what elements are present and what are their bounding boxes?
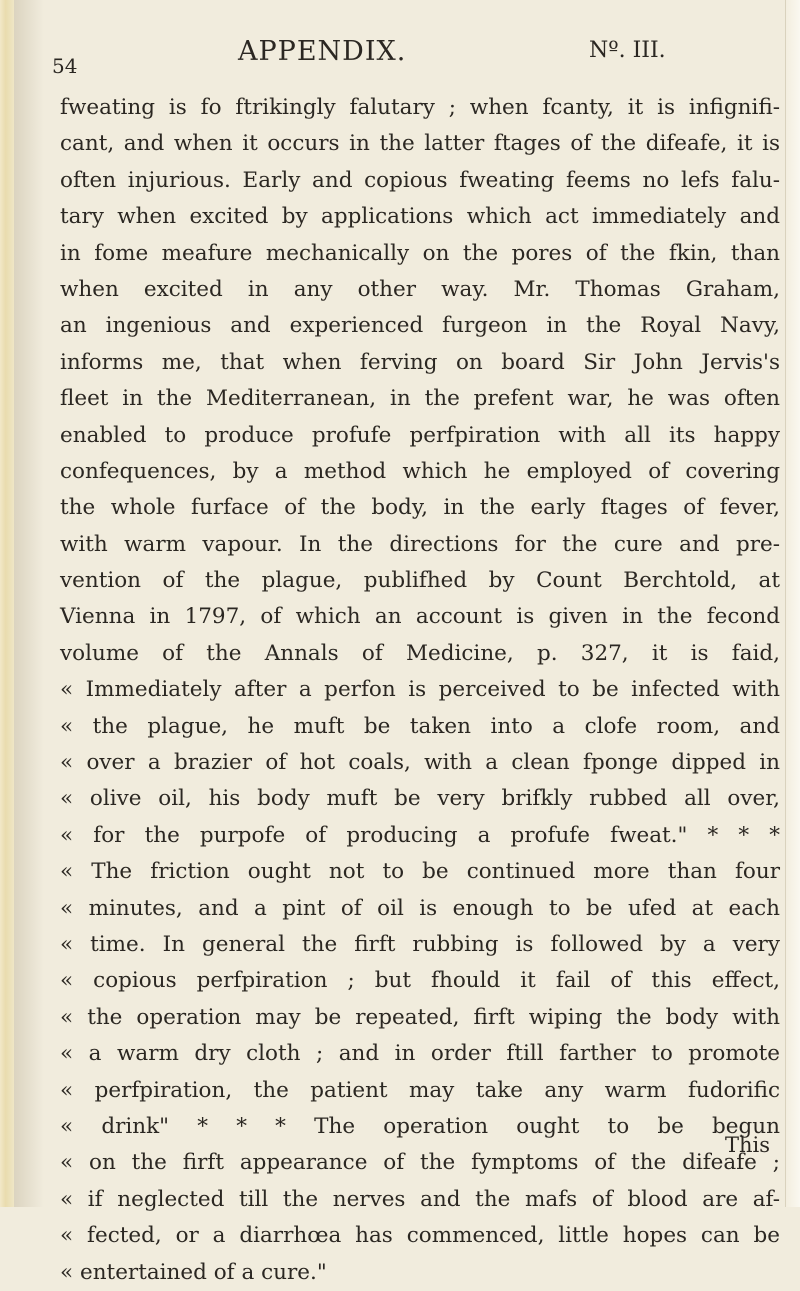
text-line: often injurious. Early and copious fweating feems no lefs falu- [60, 167, 780, 193]
text-line: « fected, or a diarrhœa has commenced, little hopes can be [60, 1223, 780, 1249]
text-line: « The friction ought not to be continued more than four [60, 859, 780, 885]
text-line: fweating is fo ftrikingly falutary ; when fcanty, it is infignifi- [60, 95, 780, 120]
book-page [48, 26, 788, 1285]
text-line: « olive oil, his body muft be very brifkly rubbed all over, [60, 786, 780, 812]
gutter-shadow [14, 0, 44, 1207]
text-line: « a warm dry cloth ; and in order ftill farther to promote [60, 1041, 780, 1067]
section-signature: Nº. III. [589, 38, 666, 63]
text-line: « over a brazier of hot coals, with a clean fponge dipped in [60, 750, 780, 776]
text-line: volume of the Annals of Medicine, p. 327, it is faid, [60, 640, 780, 666]
text-line: tary when excited by applications which act immediately and [60, 204, 780, 230]
body-text [60, 90, 780, 1291]
page-number: 54 [52, 54, 78, 78]
page-header [48, 26, 788, 84]
text-line: « time. In general the firft rubbing is followed by a very [60, 931, 780, 957]
text-line: « on the firft appearance of the fymptoms of the difeafe ; [60, 1150, 780, 1176]
text-line: « minutes, and a pint of oil is enough to be ufed at each [60, 895, 780, 921]
text-line: « copious perfpiration ; but fhould it fail of this effect, [60, 968, 780, 994]
text-line: the whole furface of the body, in the early ftages of fever, [60, 495, 780, 521]
text-line: vention of the plague, publifhed by Count Berchtold, at [60, 568, 780, 594]
text-line: in fome meafure mechanically on the pores of the fkin, than [60, 240, 780, 266]
text-line: « perfpiration, the patient may take any warm fudorific [60, 1077, 780, 1103]
text-line: enabled to produce profufe perfpiration with all its happy [60, 422, 780, 448]
text-line: when excited in any other way. Mr. Thomas Graham, [60, 276, 780, 302]
text-line: « the plague, he muft be taken into a clofe room, and [60, 713, 780, 739]
text-line: « Immediately after a perfon is perceived to be infected with [60, 677, 780, 703]
text-line: cant, and when it occurs in the latter ftages of the difeafe, it is [60, 131, 780, 157]
running-title: APPENDIX. [238, 36, 407, 67]
text-line: « the operation may be repeated, firft wiping the body with [60, 1004, 780, 1030]
text-line: confequences, by a method which he employed of covering [60, 458, 780, 484]
text-line: Vienna in 1797, of which an account is given in the fecond [60, 604, 780, 630]
book-binding-edge [0, 0, 14, 1207]
text-line: with warm vapour. In the directions for the cure and pre- [60, 531, 780, 557]
text-line: « for the purpofe of producing a profufe fweat." * * * [60, 822, 780, 848]
catchword: This [724, 1133, 770, 1157]
text-line: « if neglected till the nerves and the mafs of blood are af- [60, 1186, 780, 1212]
text-line: fleet in the Mediterranean, in the prefent war, he was often [60, 386, 780, 412]
text-line: « entertained of a cure." [60, 1259, 327, 1285]
text-line: an ingenious and experienced furgeon in the Royal Navy, [60, 313, 780, 339]
text-line: « drink" * * * The operation ought to be begun [60, 1113, 780, 1139]
text-line: informs me, that when ferving on board Sir John Jervis's [60, 349, 780, 375]
